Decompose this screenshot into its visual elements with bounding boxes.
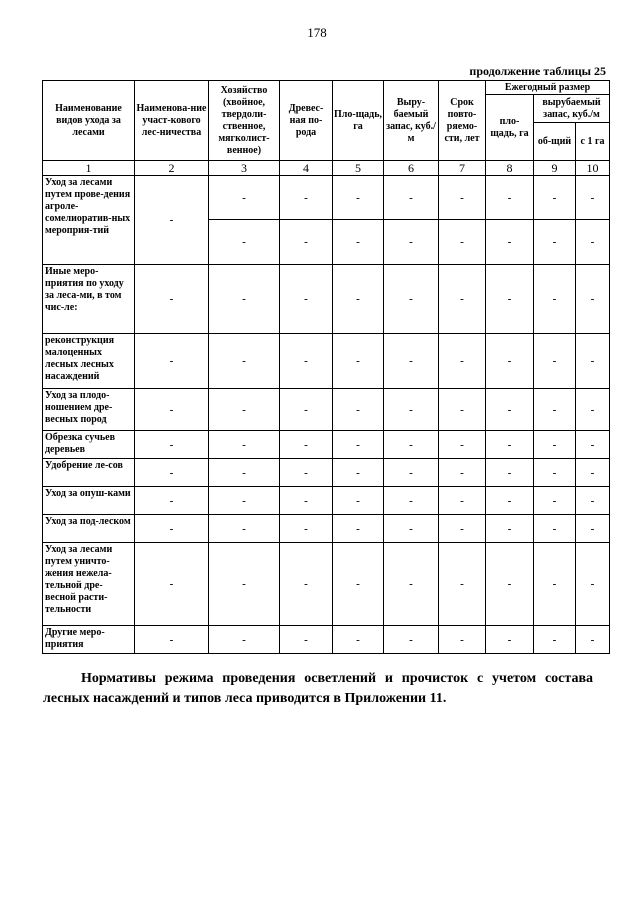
dash-cell: - xyxy=(439,431,486,459)
data-table xyxy=(42,80,610,654)
dash-cell: - xyxy=(486,265,534,334)
column-number: 1 xyxy=(43,161,135,176)
dash-cell: - xyxy=(486,176,534,220)
table-row xyxy=(43,334,610,389)
dash-cell: - xyxy=(280,431,333,459)
dash-cell: - xyxy=(534,459,576,487)
dash-cell: - xyxy=(209,543,280,626)
column-number: 4 xyxy=(280,161,333,176)
table-row xyxy=(43,431,610,459)
table-row xyxy=(43,515,610,543)
dash-cell: - xyxy=(333,431,384,459)
dash-cell: - xyxy=(135,487,209,515)
table-row xyxy=(43,487,610,515)
dash-cell: - xyxy=(534,334,576,389)
header-annual-stock: вырубаемый запас, куб./м xyxy=(534,95,610,123)
dash-cell: - xyxy=(333,176,384,220)
dash-cell: - xyxy=(534,543,576,626)
dash-cell: - xyxy=(486,431,534,459)
table-row xyxy=(43,265,610,334)
dash-cell: - xyxy=(384,220,439,265)
dash-cell: - xyxy=(333,626,384,654)
dash-cell: - xyxy=(439,265,486,334)
dash-cell: - xyxy=(576,626,610,654)
dash-cell: - xyxy=(576,487,610,515)
dash-cell: - xyxy=(534,176,576,220)
dash-cell: - xyxy=(280,543,333,626)
header-economy: Хозяйство (хвойное, твердоли-ственное, мягколист-венное) xyxy=(209,81,280,161)
dash-cell: - xyxy=(486,487,534,515)
dash-cell: - xyxy=(280,176,333,220)
dash-cell: - xyxy=(209,176,280,220)
dash-cell: - xyxy=(534,389,576,431)
column-number: 8 xyxy=(486,161,534,176)
dash-cell: - xyxy=(135,543,209,626)
table-row xyxy=(43,626,610,654)
header-tree-species: Древес-ная по-рода xyxy=(280,81,333,161)
dash-cell: - xyxy=(384,389,439,431)
dash-cell: - xyxy=(534,220,576,265)
row-label: Уход за под-леском xyxy=(43,515,135,543)
dash-cell: - xyxy=(333,389,384,431)
row-label: Удобрение ле-сов xyxy=(43,459,135,487)
dash-cell: - xyxy=(209,265,280,334)
dash-cell: - xyxy=(209,334,280,389)
dash-cell: - xyxy=(384,334,439,389)
dash-cell: - xyxy=(135,389,209,431)
dash-cell: - xyxy=(209,487,280,515)
dash-cell: - xyxy=(135,265,209,334)
dash-cell: - xyxy=(439,459,486,487)
dash-cell: - xyxy=(280,334,333,389)
header-felled-stock: Выру-баемый запас, куб./м xyxy=(384,81,439,161)
dash-cell: - xyxy=(135,515,209,543)
dash-cell: - xyxy=(384,515,439,543)
dash-cell: - xyxy=(486,389,534,431)
dash-cell: - xyxy=(333,459,384,487)
dash-cell: - xyxy=(135,431,209,459)
dash-cell: - xyxy=(333,515,384,543)
table-row xyxy=(43,176,610,220)
header-kind-of-care: Наименование видов ухода за лесами xyxy=(43,81,135,161)
dash-cell: - xyxy=(384,431,439,459)
dash-cell: - xyxy=(280,487,333,515)
page-number: 178 xyxy=(307,25,327,40)
dash-cell: - xyxy=(333,265,384,334)
dash-cell: - xyxy=(576,515,610,543)
column-number: 7 xyxy=(439,161,486,176)
column-number: 9 xyxy=(534,161,576,176)
dash-cell: - xyxy=(333,220,384,265)
dash-cell: - xyxy=(439,626,486,654)
dash-cell: - xyxy=(439,487,486,515)
dash-cell: - xyxy=(576,389,610,431)
dash-cell: - xyxy=(384,487,439,515)
dash-cell: - xyxy=(384,459,439,487)
column-number-row xyxy=(43,161,610,176)
dash-cell: - xyxy=(280,220,333,265)
dash-cell: - xyxy=(486,515,534,543)
table-row xyxy=(43,543,610,626)
dash-cell: - xyxy=(209,389,280,431)
dash-cell: - xyxy=(333,543,384,626)
dash-cell: - xyxy=(209,459,280,487)
dash-cell: - xyxy=(534,626,576,654)
header-annual-area: пло-щадь, га xyxy=(486,95,534,161)
row-label: Другие меро-приятия xyxy=(43,626,135,654)
dash-cell: - xyxy=(209,515,280,543)
dash-cell: - xyxy=(135,459,209,487)
dash-cell: - xyxy=(384,626,439,654)
dash-cell: - xyxy=(486,334,534,389)
dash-cell: - xyxy=(280,459,333,487)
row-label: Иные меро-приятия по уходу за леса-ми, в том чис-ле: xyxy=(43,265,135,334)
dash-cell: - xyxy=(384,265,439,334)
dash-cell: - xyxy=(534,487,576,515)
row-label: реконструкция малоценных лесных лесных насаждений xyxy=(43,334,135,389)
column-number: 6 xyxy=(384,161,439,176)
dash-cell: - xyxy=(439,176,486,220)
dash-cell: - xyxy=(486,220,534,265)
dash-cell: - xyxy=(534,515,576,543)
dash-cell: - xyxy=(486,626,534,654)
dash-cell: - xyxy=(534,265,576,334)
dash-cell: - xyxy=(384,176,439,220)
column-number: 3 xyxy=(209,161,280,176)
dash-cell: - xyxy=(135,334,209,389)
column-number: 2 xyxy=(135,161,209,176)
dash-cell: - xyxy=(576,176,610,220)
table-row xyxy=(43,389,610,431)
column-number: 5 xyxy=(333,161,384,176)
dash-cell: - xyxy=(209,431,280,459)
header-area: Пло-щадь, га xyxy=(333,81,384,161)
dash-cell: - xyxy=(439,389,486,431)
dash-cell: - xyxy=(576,265,610,334)
table-row xyxy=(43,459,610,487)
header-annual-stock-per-ha: с 1 га xyxy=(576,123,610,161)
row-label: Уход за плодо-ношением дре-весных пород xyxy=(43,389,135,431)
dash-cell: - xyxy=(576,459,610,487)
dash-cell: - xyxy=(439,515,486,543)
dash-cell: - xyxy=(209,220,280,265)
dash-cell: - xyxy=(209,626,280,654)
dash-cell: - xyxy=(576,220,610,265)
row-label: Обрезка сучьев деревьев xyxy=(43,431,135,459)
dash-cell: - xyxy=(384,543,439,626)
dash-cell: - xyxy=(486,459,534,487)
dash-cell: - xyxy=(280,389,333,431)
dash-cell: - xyxy=(280,515,333,543)
table-caption: продолжение таблицы 25 xyxy=(469,64,606,78)
dash-cell: - xyxy=(576,543,610,626)
row-label: Уход за опуш-ками xyxy=(43,487,135,515)
dash-cell: - xyxy=(439,543,486,626)
row-label: Уход за лесами путем уничто-жения нежела-тельной дре-весной расти-тельности xyxy=(43,543,135,626)
dash-cell: - xyxy=(333,334,384,389)
dash-cell: - xyxy=(534,431,576,459)
column-number: 10 xyxy=(576,161,610,176)
header-annual-stock-total: об-щий xyxy=(534,123,576,161)
dash-cell: - xyxy=(486,543,534,626)
row-label: Уход за лесами путем прове-дения агроле-сомелиоратив-ных мероприя-тий xyxy=(43,176,135,265)
body-paragraph: Нормативы режима проведения осветлений и прочисток с учетом состава лесных насаждений и типов леса приводится в Приложении 11. xyxy=(43,671,593,706)
dash-cell: - xyxy=(135,176,209,265)
dash-cell: - xyxy=(280,265,333,334)
header-forestry-district: Наименова-ние участ-кового лес-ничества xyxy=(135,81,209,161)
dash-cell: - xyxy=(135,626,209,654)
dash-cell: - xyxy=(439,220,486,265)
dash-cell: - xyxy=(280,626,333,654)
dash-cell: - xyxy=(576,334,610,389)
dash-cell: - xyxy=(576,431,610,459)
header-annual-size: Ежегодный размер xyxy=(486,81,610,95)
header-recurrence-period: Срок повто-ряемо-сти, лет xyxy=(439,81,486,161)
dash-cell: - xyxy=(333,487,384,515)
dash-cell: - xyxy=(439,334,486,389)
